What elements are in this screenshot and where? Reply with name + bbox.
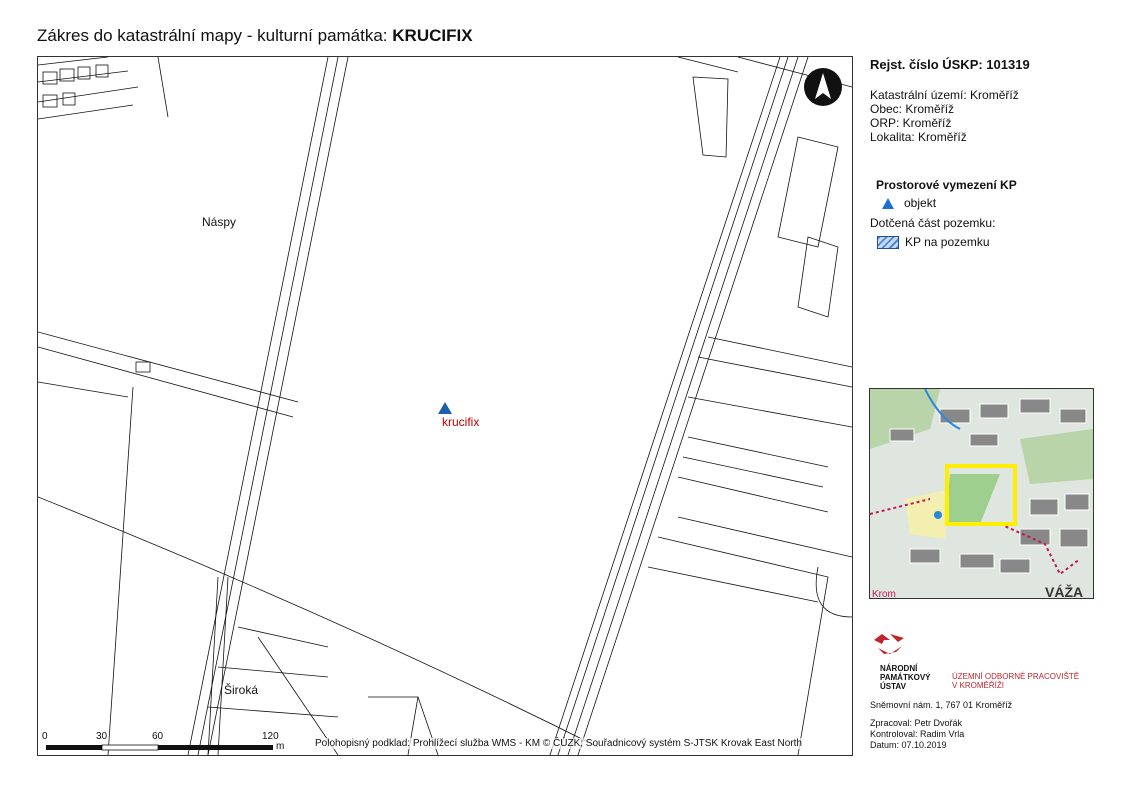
scale-unit: m <box>276 741 285 752</box>
page-title: Zákres do katastrální mapy - kulturní památka: KRUCIFIX <box>37 26 473 45</box>
map-source-text: Polohopisný podklad: Prohlížecí služba WMS - KM © ČÚZK; Souřadnicový systém S-JTSK Krovak East North <box>315 738 802 749</box>
svg-text:Krom: Krom <box>872 589 896 598</box>
credits-date: Datum: 07.10.2019 <box>870 740 947 750</box>
north-arrow-icon <box>804 68 842 106</box>
legend-hatch: KP na pozemku <box>877 235 990 249</box>
triangle-icon <box>882 198 894 209</box>
organization-block <box>870 630 1080 691</box>
place-label-siroka: Široká <box>224 683 259 697</box>
legend-object: objekt <box>878 196 936 210</box>
scale-bar <box>46 745 273 750</box>
scale-tick-120: 120 <box>262 731 279 742</box>
info-locality: Lokalita: Kroměříž <box>870 130 967 144</box>
overview-map[interactable] <box>869 388 1094 599</box>
org-name: NÁRODNÍ PAMÁTKOVÝ ÚSTAV <box>880 664 931 691</box>
scale-tick-30: 30 <box>96 731 108 742</box>
credits-checked: Kontroloval: Radim Vrla <box>870 729 965 739</box>
feature-label: krucifix <box>442 415 480 429</box>
location-info <box>870 88 1019 144</box>
svg-text:VÁŽA: VÁŽA <box>1045 584 1084 598</box>
legend-subtitle: Dotčená část pozemku: <box>870 216 996 230</box>
register-number: Rejst. číslo ÚSKP: 101319 <box>870 57 1030 72</box>
map-lines <box>38 57 852 755</box>
cadastral-map[interactable] <box>37 56 853 756</box>
credits-processed: Zpracoval: Petr Dvořák <box>870 718 963 728</box>
overview-map-graphic <box>870 389 1093 598</box>
hatch-swatch-icon <box>877 236 899 249</box>
scale-tick-60: 60 <box>152 731 164 742</box>
org-address: Sněmovní nám. 1, 767 01 Kroměříž <box>870 700 1013 710</box>
legend-title: Prostorové vymezení KP <box>876 178 1017 192</box>
npu-logo-icon <box>870 630 910 660</box>
info-municipality: Obec: Kroměříž <box>870 102 955 116</box>
org-branch: ÚZEMNÍ ODBORNÉ PRACOVIŠTĚ V KROMĚŘÍŽI <box>952 672 1080 690</box>
info-orp: ORP: Kroměříž <box>870 116 952 130</box>
credits <box>870 718 964 751</box>
place-label-naspy: Náspy <box>202 215 237 229</box>
object-marker-icon <box>438 402 452 414</box>
info-cadastral: Katastrální území: Kroměříž <box>870 88 1019 102</box>
scale-tick-0: 0 <box>42 731 48 742</box>
